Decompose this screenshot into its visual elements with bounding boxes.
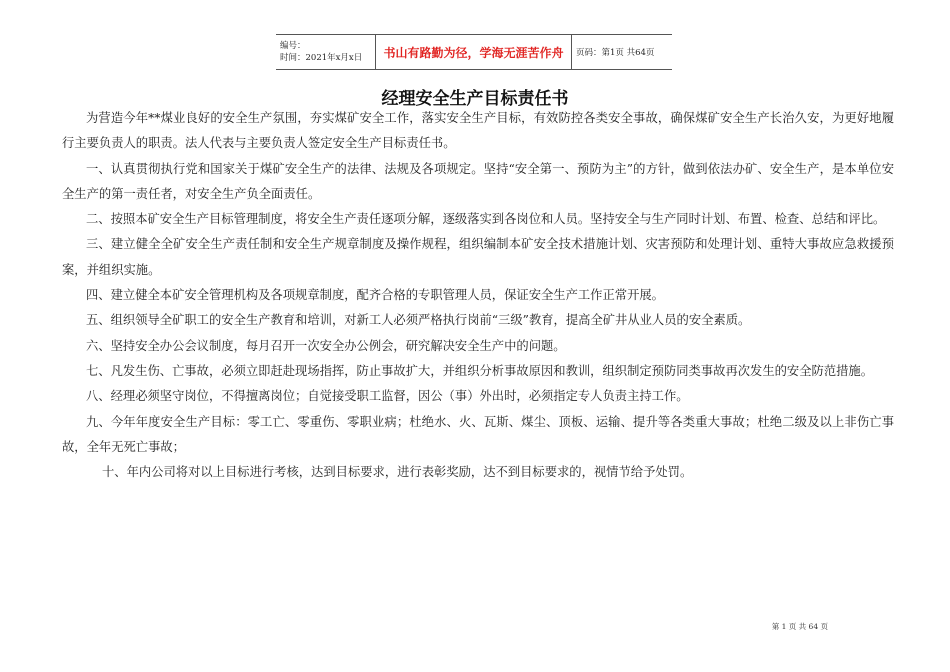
- paragraph-1: 一、认真贯彻执行党和国家关于煤矿安全生产的法律、法规及各项规定。坚持“安全第一、预防为主”的方针，做到依法办矿、安全生产，是本单位安全生产的第一责任者，对安全生产负全面责任。: [62, 161, 894, 201]
- document-body: [62, 106, 894, 485]
- paragraph-5: 五、组织领导全矿职工的安全生产教育和培训，对新工人必须严格执行岗前“三级”教育，提高全矿井从业人员的安全素质。: [86, 313, 751, 328]
- paragraph-6: 六、坚持安全办公会议制度，每月召开一次安全办公例会，研究解决安全生产中的问题。: [86, 338, 566, 353]
- page-header: [276, 34, 672, 70]
- header-page-info: 页码：第1页 共64页: [576, 48, 655, 58]
- paragraph-10: 十、年内公司将对以上目标进行考核，达到目标要求，进行表彰奖励，达不到目标要求的，视情节给予处罚。: [102, 465, 693, 480]
- header-slogan: 书山有路勤为径，学海无涯苦作舟: [375, 35, 572, 69]
- paragraph-4: 四、建立健全本矿安全管理机构及各项规章制度，配齐合格的专职管理人员，保证安全生产工作正常开展。: [86, 288, 664, 303]
- document-title: 经理安全生产目标责任书: [381, 89, 569, 109]
- paragraph-9: 九、今年年度安全生产目标：零工亡、零重伤、零职业病；杜绝水、火、瓦斯、煤尘、顶板、运输、提升等各类重大事故；杜绝二级及以上非伤亡事故，全年无死亡事故；: [62, 414, 894, 454]
- header-meta: [276, 35, 375, 69]
- paragraph-3: 三、建立健全全矿安全生产责任制和安全生产规章制度及操作规程，组织编制本矿安全技术措施计划、灾害预防和处理计划、重特大事故应急救援预案，并组织实施。: [62, 237, 894, 277]
- page-footer: 第 1 页 共 64 页: [771, 622, 828, 631]
- document-time-label: 时间：2021年x月x日: [280, 53, 363, 63]
- paragraph-7: 七、凡发生伤、亡事故，必须立即赶赴现场指挥，防止事故扩大，并组织分析事故原因和教训，组织制定预防同类事故再次发生的安全防范措施。: [86, 363, 874, 378]
- document-number-label: 编号：: [280, 41, 306, 51]
- paragraph-intro: 为营造今年**煤业良好的安全生产氛围，夯实煤矿安全工作，落实安全生产目标，有效防控各类安全事故，确保煤矿安全生产长治久安，为更好地履行主要负责人的职责。法人代表与主要负责人签定安全生产目标责任书。: [62, 111, 894, 151]
- paragraph-2: 二、按照本矿安全生产目标管理制度，将安全生产责任逐项分解，逐级落实到各岗位和人员。坚持安全与生产同时计划、布置、检查、总结和评比。: [86, 212, 886, 227]
- paragraph-8: 八、经理必须坚守岗位，不得擅离岗位；自觉接受职工监督，因公（事）外出时，必须指定专人负责主持工作。: [86, 389, 689, 404]
